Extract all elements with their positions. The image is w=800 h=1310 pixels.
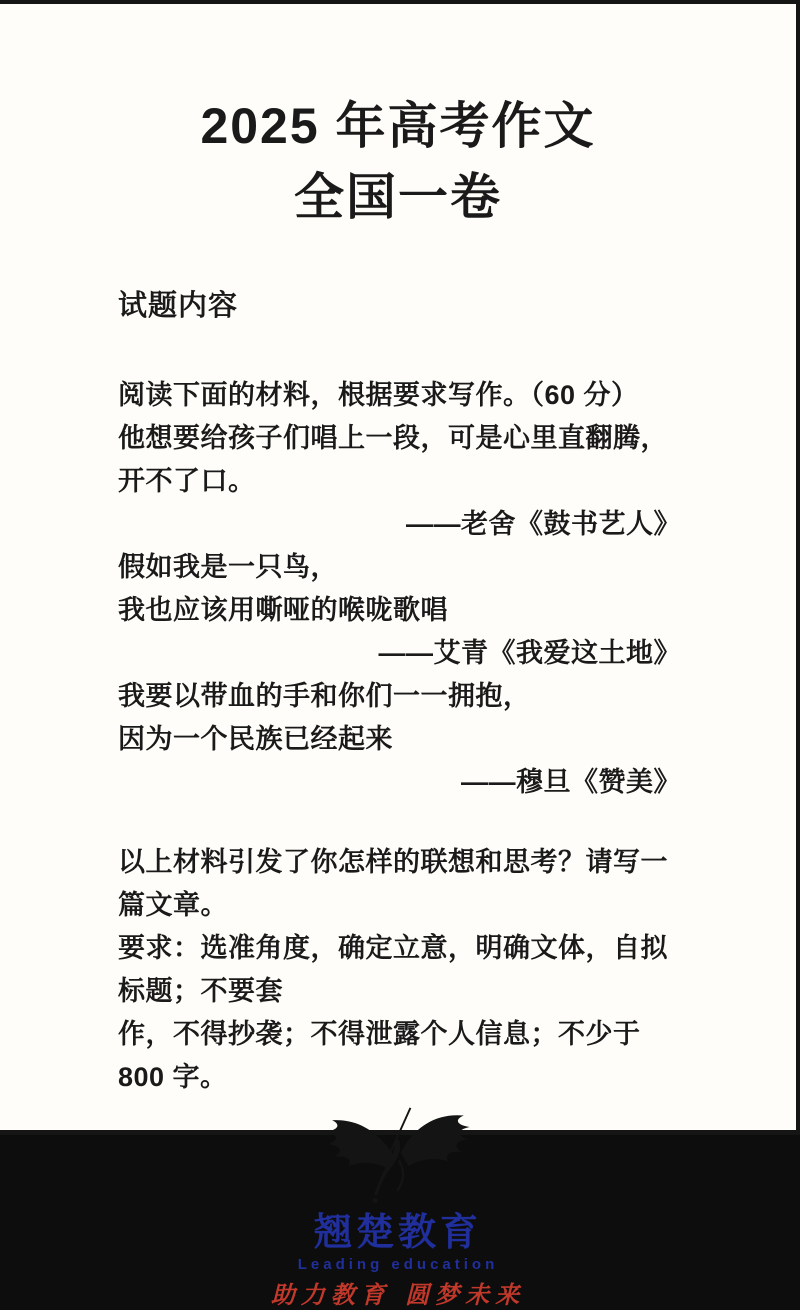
prompt-line-1: 以上材料引发了你怎样的联想和思考？请写一篇文章。 [118,847,668,920]
quote-mudan-attribution: ——穆旦《赞美》 [461,767,681,797]
title-line-paper: 全国一卷 [294,169,502,225]
quote-aiqing-attribution: ——艾青《我爱这土地》 [378,638,681,668]
quote-aiqing-line-2: 我也应该用嘶哑的喉咙歌唱 [118,595,448,625]
quote-mudan-line-2: 因为一个民族已经起来 [118,724,393,754]
title-line-year: 2025 年高考作文 [200,98,596,154]
brand-logo [0,1105,796,1310]
material-intro: 阅读下面的材料，根据要求写作。（60 分） [118,380,639,410]
page-title [0,90,796,232]
quote-laoshe-attribution: ——老舍《鼓书艺人》 [406,509,681,539]
brand-name-english: Leading education [297,1256,499,1273]
quote-laoshe-line: 他想要给孩子们唱上一段，可是心里直翻腾，开不了口。 [118,423,668,496]
winged-dancer-icon [314,1105,482,1210]
quote-mudan-line-1: 我要以带血的手和你们一一拥抱， [118,681,531,711]
brand-slogan: 助力教育 圆梦未来 [270,1280,526,1309]
brand-name-chinese: 翘楚教育 [313,1212,482,1254]
prompt-block [118,841,681,1099]
quote-aiqing-line-1: 假如我是一只鸟， [118,552,338,582]
prompt-line-3: 作，不得抄袭；不得泄露个人信息；不少于 800 字。 [118,1019,641,1092]
prompt-line-2: 要求：选准角度，确定立意，明确文体，自拟标题；不要套 [118,933,668,1006]
material-block [118,374,681,804]
section-heading: 试题内容 [118,290,239,322]
